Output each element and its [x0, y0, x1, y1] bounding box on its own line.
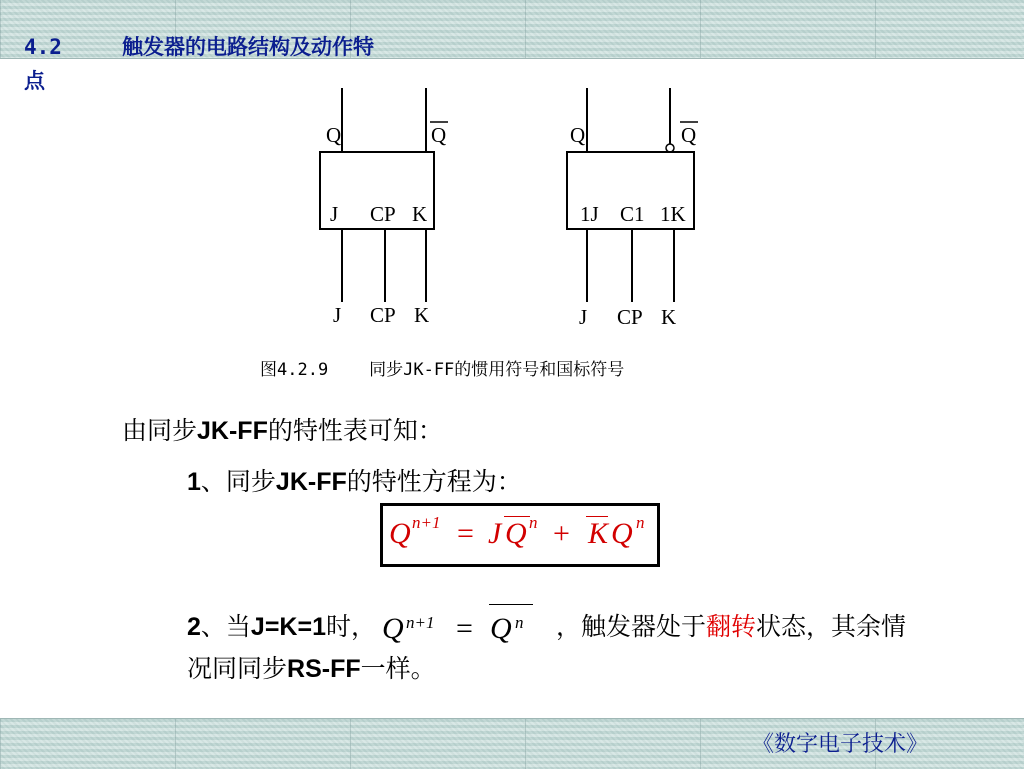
right-qbar-label: Q [681, 123, 697, 147]
section-title [24, 30, 374, 93]
item-1 [187, 462, 522, 498]
item2-mid: 、当 [200, 613, 251, 641]
item2-end: 一样。 [360, 655, 436, 683]
right-outside-cp: CP [617, 305, 643, 329]
eq-equals: = [457, 517, 474, 550]
left-qbar-label: Q [431, 123, 447, 147]
course-title: 《数字电子技术》 [751, 732, 928, 757]
toggle-eq-q-next: Q [382, 612, 404, 645]
conventional-symbol [320, 88, 448, 327]
eq-j: J [488, 517, 502, 550]
item2-after-condition: 时， [325, 613, 376, 641]
characteristic-equation-box [380, 503, 660, 567]
inversion-bubble [666, 144, 674, 152]
left-outside-k: K [414, 303, 430, 327]
toggle-eq-equals: = [456, 612, 473, 645]
eq-superscript-n-2: n [636, 513, 645, 532]
toggle-eq-q-current: Q [490, 612, 512, 645]
left-inside-j: J [330, 202, 339, 226]
item-2 [187, 606, 927, 690]
item1-prefix: 、同步 [200, 468, 276, 496]
section-number: 4.2 [24, 35, 62, 59]
item1-jkff: JK-FF [275, 468, 347, 496]
right-outside-k: K [661, 305, 677, 329]
eq-q-current: Q [505, 517, 527, 550]
item2-number: 2 [187, 613, 201, 641]
toggle-eq-overline [489, 604, 533, 605]
section-title-text: 触发器的电路结构及动作特 [122, 35, 374, 59]
right-inside-1k: 1K [660, 202, 686, 226]
item1-number: 1 [187, 468, 201, 496]
item2-toggle-highlight: 翻转 [706, 613, 757, 641]
section-title-continued: 点 [24, 69, 45, 93]
item2-rsff: RS-FF [287, 655, 361, 683]
item2-tail: 状态，其余情况同同步 [187, 613, 907, 683]
intro-prefix: 由同步 [122, 417, 198, 445]
eq-q-current-2: Q [611, 517, 633, 550]
eq-q-next: Q [389, 517, 411, 550]
toggle-equation [376, 606, 556, 648]
right-q-label: Q [570, 123, 586, 147]
toggle-eq-sup-n: n [515, 613, 524, 632]
item1-suffix: 的特性方程为： [346, 468, 522, 496]
left-outside-j: J [333, 303, 342, 327]
intro-jkff: JK-FF [197, 417, 268, 445]
intro-suffix: 的特性表可知： [267, 417, 443, 445]
figure-caption: 图4.2.9 同步JK-FF的惯用符号和国标符号 [260, 360, 625, 380]
left-inside-cp: CP [370, 202, 396, 226]
intro-line [122, 411, 443, 447]
national-standard-symbol [567, 88, 698, 329]
eq-superscript-n: n [529, 513, 538, 532]
jk-ff-symbol-diagram [290, 80, 730, 342]
right-inside-1j: 1J [580, 202, 599, 226]
item2-after-equation: ，触发器处于 [556, 613, 707, 641]
left-inside-k: K [412, 202, 428, 226]
eq-superscript-n-plus-1: n+1 [412, 513, 441, 532]
right-inside-c1: C1 [620, 202, 645, 226]
characteristic-equation [383, 506, 657, 564]
right-outside-j: J [579, 305, 588, 329]
item2-condition: J=K=1 [250, 613, 326, 641]
eq-k: K [588, 517, 609, 550]
left-q-label: Q [326, 123, 342, 147]
toggle-eq-sup-n-plus-1: n+1 [406, 613, 435, 632]
eq-plus: + [553, 517, 570, 550]
left-outside-cp: CP [370, 303, 396, 327]
